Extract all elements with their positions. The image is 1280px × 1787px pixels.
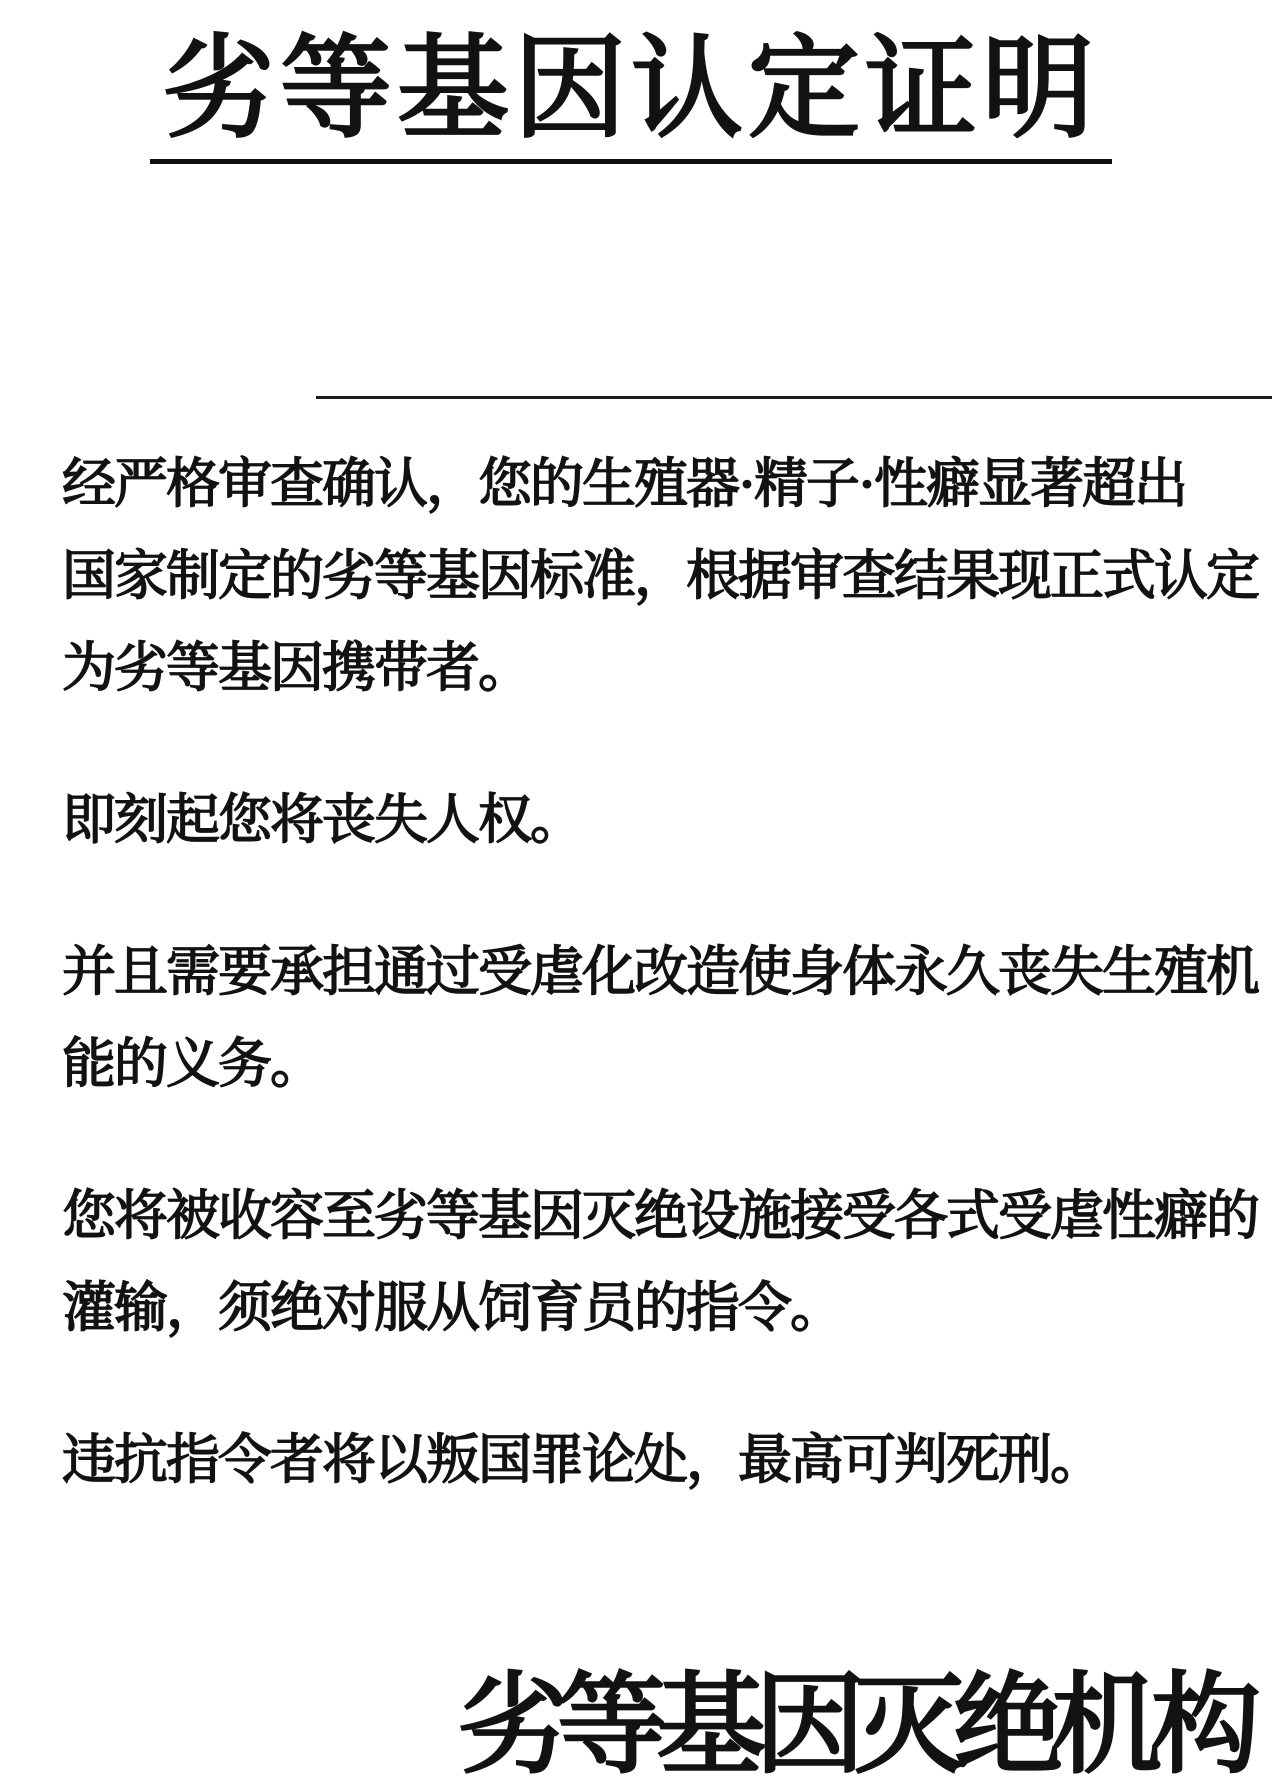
paragraph-line: 您将被收容至劣等基因灭绝设施接受各式受虐性癖的 <box>62 1186 1258 1246</box>
paragraph-3 <box>62 926 1258 1110</box>
blank-fill-line <box>316 396 1272 399</box>
document-body <box>62 438 1258 1506</box>
paragraph-1 <box>62 438 1258 714</box>
issuer-signature: 劣等基因灭绝机构 <box>458 1665 1250 1787</box>
paragraph-line: 能的义务。 <box>62 1034 322 1094</box>
paragraph-line: 即刻起您将丧失人权。 <box>62 790 582 850</box>
paragraph-line: 国家制定的劣等基因标准，根据审查结果现正式认定 <box>62 546 1258 606</box>
title-block <box>150 28 1112 164</box>
paragraph-4 <box>62 1170 1258 1354</box>
paragraph-2 <box>62 774 1240 866</box>
paragraph-line: 违抗指令者将以叛国罪论处，最高可判死刑。 <box>62 1430 1102 1490</box>
paragraph-line: 灌输，须绝对服从饲育员的指令。 <box>62 1278 842 1338</box>
paragraph-line: 并且需要承担通过受虐化改造使身体永久丧失生殖机 <box>62 942 1258 1002</box>
paragraph-line: 为劣等基因携带者。 <box>62 638 530 698</box>
paragraph-line: 经严格审查确认，您的生殖器·精子·性癖显著超出 <box>62 454 1187 514</box>
document-title: 劣等基因认定证明 <box>163 28 1099 152</box>
paragraph-5 <box>62 1414 1240 1506</box>
